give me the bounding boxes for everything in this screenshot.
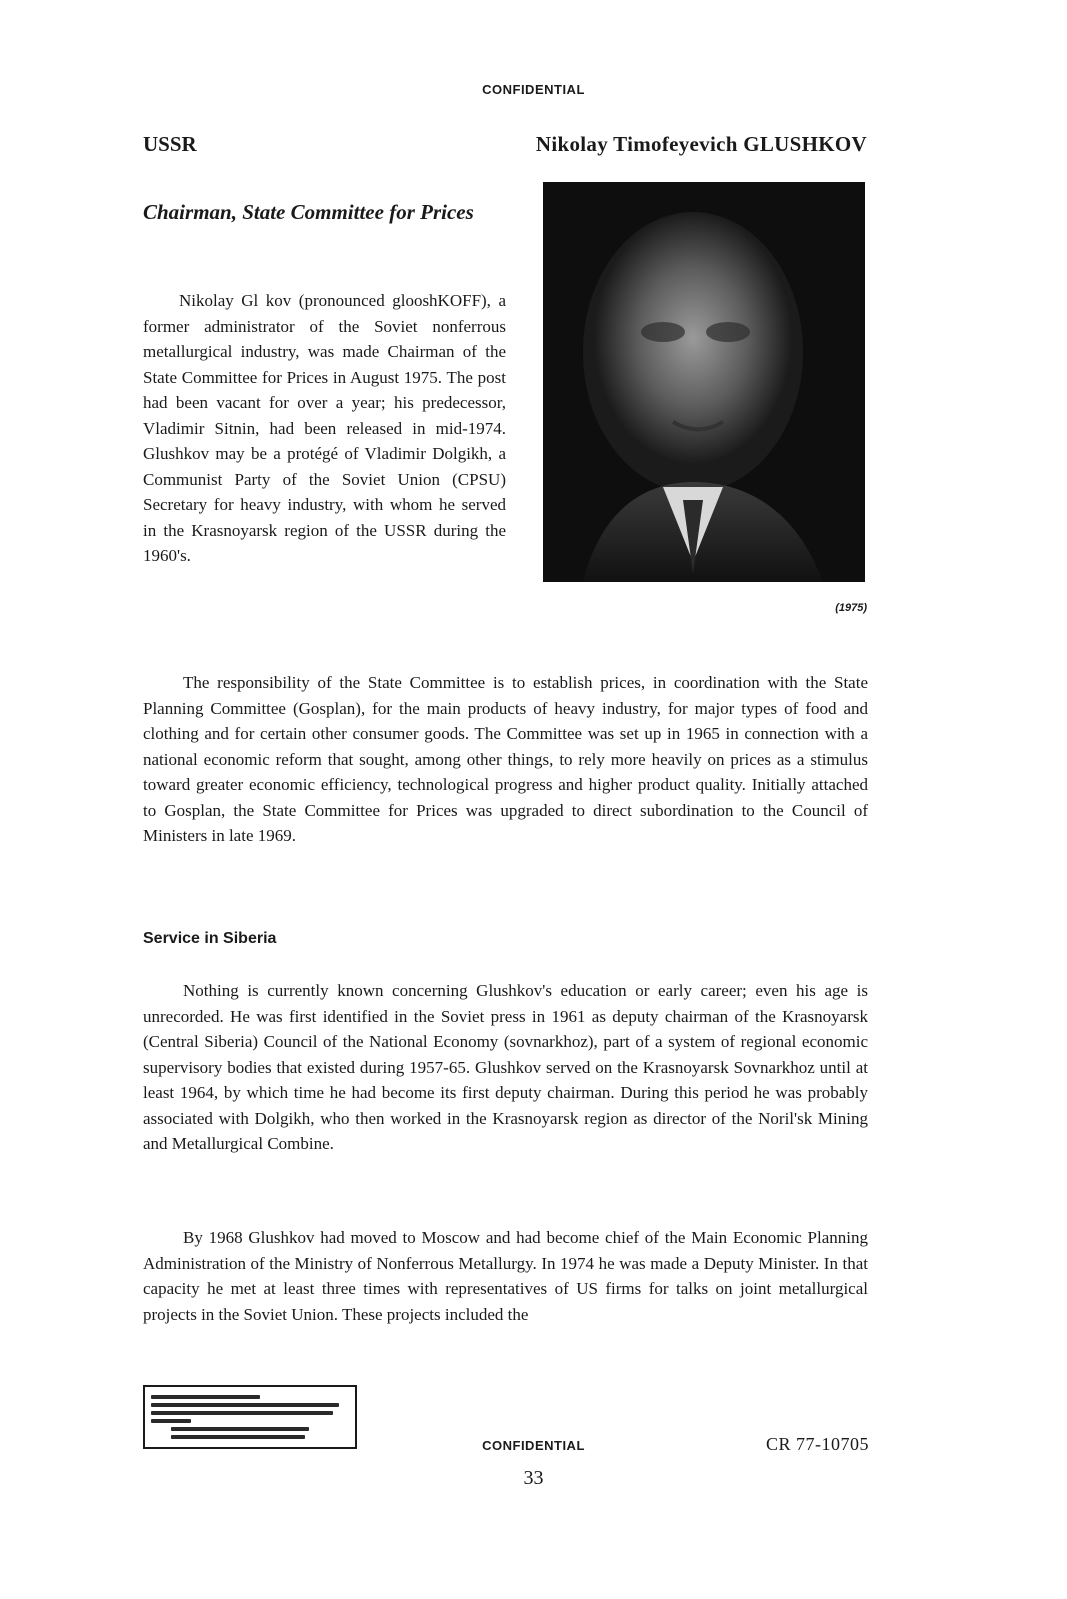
classification-marking-bottom: CONFIDENTIAL [482, 1438, 585, 1453]
intro-paragraph: Nikolay Gl kov (pronounced glooshKOFF), a former administrator of the Soviet nonferrous metallurgical industry, was made Chairman of the State Committee for Prices in August 1975. The post had been vacant for over a year; his predecessor, Vladimir Sitnin, had been released in mid-1974. Glushkov may be a protégé of Vladimir Dolgikh, a Communist Party of the Soviet Union (CPSU) Secretary for heavy industry, with whom he served in the Krasnoyarsk region of the USSR during the 1960's. [143, 291, 506, 565]
document-number: CR 77-10705 [765, 1434, 869, 1454]
paragraph-siberia: Nothing is currently known concerning Glushkov's education or early career; even his age is unrecorded. He was first identified in the Soviet press in 1961 as deputy chairman of the Krasnoyarsk (Central Siberia) Council of the National Economy (sovnarkhoz), part of a system of regional economic supervisory bodies that existed during 1957-65. Glushkov served on the Krasnoyarsk Sovnarkhoz until at least 1964, by which time he had become its first deputy chairman. During this period he was probably associated with Dolgikh, who then worked in the Krasnoyarsk region as director of the Noril'sk Mining and Metallurgical Combine. [143, 981, 868, 1153]
paragraph-moscow: By 1968 Glushkov had moved to Moscow and had become chief of the Main Economic Planning Administration of the Ministry of Nonferrous Metallurgy. In 1974 he was made a Deputy Minister. In that capacity he met at least three times with representatives of US firms for talks on joint metallurgical projects in the Soviet Union. These projects included the [143, 1228, 868, 1324]
country-label: USSR [143, 132, 197, 156]
position-title: Chairman, State Committee for Prices [143, 200, 474, 224]
paragraph-committee: The responsibility of the State Committee is to establish prices, in coordination with the State Planning Committee (Gosplan), for the main products of heavy industry, for major types of food and clothing and for certain other consumer goods. The Committee was set up in 1965 in connection with a national economic reform that sought, among other things, to rely more heavily on prices as a stimulus toward greater economic efficiency, technological progress and higher product quality. Initially attached to Gosplan, the State Committee for Prices was upgraded to direct subordination to the Council of Ministers in late 1969. [143, 673, 868, 845]
subject-name: Nikolay Timofeyevich GLUSHKOV [535, 132, 867, 156]
section-heading: Service in Siberia [143, 930, 277, 947]
photo-date-caption: (1975) [835, 602, 867, 614]
portrait-photo [543, 182, 865, 582]
portrait-image [543, 182, 865, 582]
page-number: 33 [523, 1467, 544, 1489]
classification-marking-top: CONFIDENTIAL [482, 82, 585, 97]
